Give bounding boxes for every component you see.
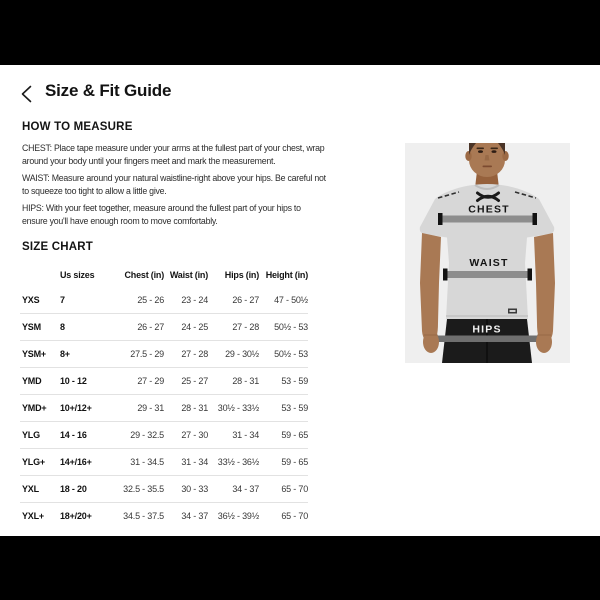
fit-guide-photo xyxy=(405,143,570,363)
cell-hips: 34 - 37 xyxy=(232,484,259,494)
cell-height: 65 - 70 xyxy=(281,511,308,521)
cell-us: 10 - 12 xyxy=(60,376,87,386)
cell-height: 50½ - 53 xyxy=(274,322,308,332)
waist-instructions: WAIST: Measure around your natural waistline-right above your hips. Be careful not to squeeze too tight to allow a little give. xyxy=(22,173,326,196)
cell-us: 7 xyxy=(60,295,65,305)
cell-hips: 27 - 28 xyxy=(232,322,259,332)
hips-band-label: HIPS xyxy=(472,323,502,336)
chest-band xyxy=(441,216,534,223)
cell-size: YSM+ xyxy=(22,349,46,359)
header-size xyxy=(20,263,60,287)
cell-waist: 27 - 28 xyxy=(181,349,208,359)
size-table-body xyxy=(20,287,308,529)
cell-chest: 27 - 29 xyxy=(137,376,164,386)
cell-waist: 31 - 34 xyxy=(181,457,208,467)
boy-left-arm xyxy=(420,233,441,353)
cell-waist: 25 - 27 xyxy=(181,376,208,386)
cell-us: 14+/16+ xyxy=(60,457,92,467)
cell-hips: 36½ - 39½ xyxy=(217,511,259,521)
cell-height: 50½ - 53 xyxy=(274,349,308,359)
cell-hips: 31 - 34 xyxy=(232,430,259,440)
header-waist: Waist (in) xyxy=(169,270,208,280)
cell-hips: 29 - 30½ xyxy=(225,349,259,359)
cell-chest: 32.5 - 35.5 xyxy=(123,484,164,494)
back-button[interactable] xyxy=(17,85,35,105)
chevron-left-icon xyxy=(20,85,33,106)
cell-waist: 30 - 33 xyxy=(181,484,208,494)
table-row xyxy=(20,367,308,394)
cell-waist: 34 - 37 xyxy=(181,511,208,521)
cell-waist: 23 - 24 xyxy=(181,295,208,305)
cell-size: YMD xyxy=(22,376,42,386)
how-to-measure-heading: HOW TO MEASURE xyxy=(22,121,133,133)
table-row xyxy=(20,421,308,448)
cell-hips: 30½ - 33½ xyxy=(217,403,259,413)
header-us-sizes: Us sizes xyxy=(60,270,95,280)
hips-band xyxy=(433,336,542,343)
cell-size: YXL+ xyxy=(22,511,44,521)
cell-chest: 25 - 26 xyxy=(137,295,164,305)
cell-chest: 31 - 34.5 xyxy=(130,457,164,467)
table-row xyxy=(20,287,308,313)
letterbox-bottom xyxy=(0,536,600,600)
size-chart-heading: SIZE CHART xyxy=(22,241,93,253)
table-row xyxy=(20,475,308,502)
cell-chest: 26 - 27 xyxy=(137,322,164,332)
cell-height: 59 - 65 xyxy=(281,430,308,440)
cell-us: 14 - 16 xyxy=(60,430,87,440)
cell-hips: 33½ - 36½ xyxy=(217,457,259,467)
cell-size: YLG+ xyxy=(22,457,45,467)
cell-us: 10+/12+ xyxy=(60,403,92,413)
cell-waist: 28 - 31 xyxy=(181,403,208,413)
header-chest: Chest (in) xyxy=(124,270,164,280)
cell-waist: 24 - 25 xyxy=(181,322,208,332)
cell-size: YSM xyxy=(22,322,41,332)
table-row xyxy=(20,313,308,340)
cell-size: YXS xyxy=(22,295,40,305)
how-to-measure-text xyxy=(22,142,326,233)
cell-chest: 29 - 31 xyxy=(137,403,164,413)
cell-hips: 28 - 31 xyxy=(232,376,259,386)
cell-height: 59 - 65 xyxy=(281,457,308,467)
cell-us: 18+/20+ xyxy=(60,511,92,521)
table-row xyxy=(20,394,308,421)
cell-waist: 27 - 30 xyxy=(181,430,208,440)
header-height: Height (in) xyxy=(265,270,308,280)
size-chart-table xyxy=(20,263,308,529)
cell-hips: 26 - 27 xyxy=(232,295,259,305)
cell-chest: 27.5 - 29 xyxy=(130,349,164,359)
table-row xyxy=(20,340,308,367)
chest-band-label: CHEST xyxy=(468,203,510,216)
cell-chest: 34.5 - 37.5 xyxy=(123,511,164,521)
cell-height: 47 - 50½ xyxy=(274,295,308,305)
cell-height: 65 - 70 xyxy=(281,484,308,494)
table-row xyxy=(20,448,308,475)
boy-right-arm xyxy=(534,233,555,353)
waist-band xyxy=(446,271,529,278)
waist-band-label: WAIST xyxy=(469,257,509,269)
cell-us: 8+ xyxy=(60,349,70,359)
cell-us: 8 xyxy=(60,322,65,332)
table-header-row xyxy=(20,263,308,287)
chest-instructions: CHEST: Place tape measure under your arms at the fullest part of your chest, wrap around your body until your fingers meet and mark the measurement. xyxy=(22,143,325,166)
cell-us: 18 - 20 xyxy=(60,484,87,494)
letterbox-top xyxy=(0,0,600,65)
cell-height: 53 - 59 xyxy=(281,376,308,386)
cell-size: YLG xyxy=(22,430,40,440)
hips-instructions: HIPS: With your feet together, measure around the fullest part of your hips to ensure you'll have enough room to move comfortably. xyxy=(22,203,301,226)
size-fit-guide-screen xyxy=(0,65,600,536)
header-hips: Hips (in) xyxy=(224,270,259,280)
table-row xyxy=(20,502,308,529)
cell-size: YMD+ xyxy=(22,403,47,413)
cell-height: 53 - 59 xyxy=(281,403,308,413)
cell-size: YXL xyxy=(22,484,39,494)
cell-chest: 29 - 32.5 xyxy=(130,430,164,440)
page-title: Size & Fit Guide xyxy=(45,81,172,100)
